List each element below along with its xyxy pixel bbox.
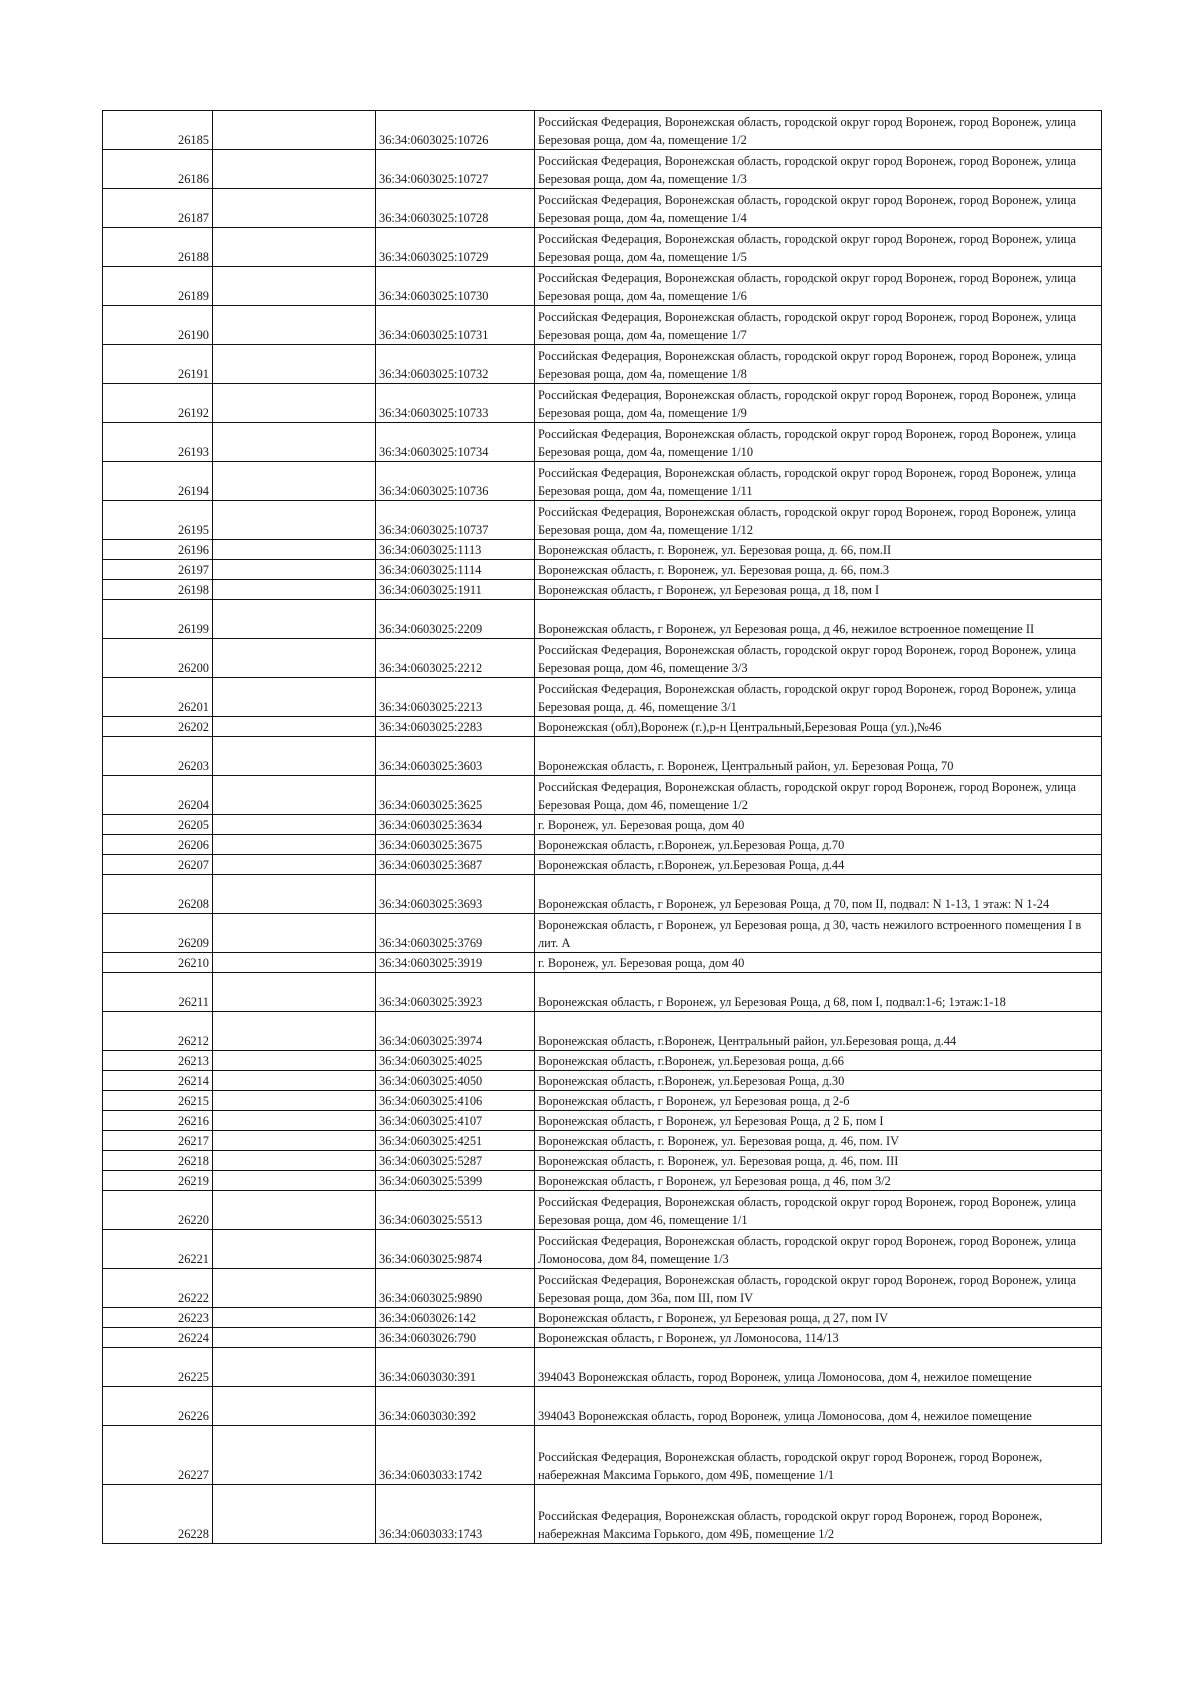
row-number: 26198 <box>103 580 213 600</box>
address: Российская Федерация, Воронежская область, городской округ город Воронеж, город Воронеж, улица Березовая роща, дом 4а, помещение 1/3 <box>535 150 1102 189</box>
row-number: 26221 <box>103 1230 213 1269</box>
table-row <box>103 1348 1102 1387</box>
row-number: 26206 <box>103 835 213 855</box>
address: Российская Федерация, Воронежская область, городской округ город Воронеж, город Воронеж, улица Березовая Роща, дом 46, помещение 1/2 <box>535 776 1102 815</box>
table-row <box>103 1191 1102 1230</box>
table-row <box>103 267 1102 306</box>
cadastral-number: 36:34:0603025:10731 <box>376 306 535 345</box>
table-row <box>103 1151 1102 1171</box>
cadastral-number: 36:34:0603025:10728 <box>376 189 535 228</box>
empty-cell <box>213 189 376 228</box>
table-row <box>103 875 1102 914</box>
row-number: 26211 <box>103 973 213 1012</box>
address: Воронежская область, г Воронеж, ул Березовая роща, д 46, пом 3/2 <box>535 1171 1102 1191</box>
table-row <box>103 1485 1102 1544</box>
table-row <box>103 306 1102 345</box>
row-number: 26222 <box>103 1269 213 1308</box>
empty-cell <box>213 1111 376 1131</box>
cadastral-number: 36:34:0603030:391 <box>376 1348 535 1387</box>
row-number: 26220 <box>103 1191 213 1230</box>
row-number: 26191 <box>103 345 213 384</box>
table-row <box>103 1387 1102 1426</box>
cadastral-number: 36:34:0603025:9874 <box>376 1230 535 1269</box>
address: Российская Федерация, Воронежская область, городской округ город Воронеж, город Воронеж, набережная Максима Горького, дом 49Б, помещение 1/1 <box>535 1426 1102 1485</box>
registry-table <box>102 110 1102 1544</box>
empty-cell <box>213 1348 376 1387</box>
cadastral-number: 36:34:0603025:10730 <box>376 267 535 306</box>
empty-cell <box>213 835 376 855</box>
row-number: 26199 <box>103 600 213 639</box>
row-number: 26225 <box>103 1348 213 1387</box>
row-number: 26189 <box>103 267 213 306</box>
address: Воронежская область, г Воронеж, ул Березовая Роща, д 68, пом I, подвал:1-6; 1этаж:1-18 <box>535 973 1102 1012</box>
empty-cell <box>213 1012 376 1051</box>
table-row <box>103 111 1102 150</box>
table-row <box>103 384 1102 423</box>
empty-cell <box>213 1485 376 1544</box>
address: Российская Федерация, Воронежская область, городской округ город Воронеж, город Воронеж, улица Березовая роща, дом 46, помещение 1/1 <box>535 1191 1102 1230</box>
empty-cell <box>213 953 376 973</box>
empty-cell <box>213 1269 376 1308</box>
registry-table-body <box>103 111 1102 1544</box>
table-row <box>103 150 1102 189</box>
cadastral-number: 36:34:0603025:3625 <box>376 776 535 815</box>
row-number: 26194 <box>103 462 213 501</box>
empty-cell <box>213 1131 376 1151</box>
empty-cell <box>213 639 376 678</box>
cadastral-number: 36:34:0603025:3693 <box>376 875 535 914</box>
table-row <box>103 855 1102 875</box>
address: Воронежская область, г.Воронеж, Центральный район, ул.Березовая роща, д.44 <box>535 1012 1102 1051</box>
cadastral-number: 36:34:0603025:2209 <box>376 600 535 639</box>
row-number: 26209 <box>103 914 213 953</box>
empty-cell <box>213 815 376 835</box>
empty-cell <box>213 501 376 540</box>
address: Российская Федерация, Воронежская область, городской округ город Воронеж, город Воронеж, улица Березовая роща, дом 4а, помещение 1/9 <box>535 384 1102 423</box>
empty-cell <box>213 560 376 580</box>
row-number: 26201 <box>103 678 213 717</box>
empty-cell <box>213 1091 376 1111</box>
table-row <box>103 1171 1102 1191</box>
address: Воронежская область, г Воронеж, ул Березовая Роща, д 70, пом II, подвал: N 1-13, 1 этаж: N 1-24 <box>535 875 1102 914</box>
table-row <box>103 189 1102 228</box>
address: Воронежская область, г. Воронеж, ул. Березовая роща, д. 66, пом.3 <box>535 560 1102 580</box>
cadastral-number: 36:34:0603025:10727 <box>376 150 535 189</box>
table-row <box>103 914 1102 953</box>
row-number: 26224 <box>103 1328 213 1348</box>
row-number: 26195 <box>103 501 213 540</box>
cadastral-number: 36:34:0603025:5287 <box>376 1151 535 1171</box>
row-number: 26226 <box>103 1387 213 1426</box>
row-number: 26200 <box>103 639 213 678</box>
table-row <box>103 678 1102 717</box>
address: г. Воронеж, ул. Березовая роща, дом 40 <box>535 815 1102 835</box>
address: Воронежская область, г Воронеж, ул Березовая роща, д 2-б <box>535 1091 1102 1111</box>
address: Воронежская (обл),Воронеж (г.),р-н Центральный,Березовая Роща (ул.),№46 <box>535 717 1102 737</box>
address: Российская Федерация, Воронежская область, городской округ город Воронеж, город Воронеж, улица Березовая роща, дом 4а, помещение 1/10 <box>535 423 1102 462</box>
row-number: 26217 <box>103 1131 213 1151</box>
row-number: 26218 <box>103 1151 213 1171</box>
address: Российская Федерация, Воронежская область, городской округ город Воронеж, город Воронеж, улица Березовая роща, дом 4а, помещение 1/5 <box>535 228 1102 267</box>
cadastral-number: 36:34:0603025:9890 <box>376 1269 535 1308</box>
row-number: 26207 <box>103 855 213 875</box>
cadastral-number: 36:34:0603025:4107 <box>376 1111 535 1131</box>
table-row <box>103 1012 1102 1051</box>
address: Российская Федерация, Воронежская область, городской округ город Воронеж, город Воронеж, улица Березовая роща, дом 4а, помещение 1/2 <box>535 111 1102 150</box>
empty-cell <box>213 1151 376 1171</box>
cadastral-number: 36:34:0603025:10734 <box>376 423 535 462</box>
table-row <box>103 1091 1102 1111</box>
empty-cell <box>213 1071 376 1091</box>
table-row <box>103 717 1102 737</box>
address: Воронежская область, г.Воронеж, ул.Березовая Роща, д.70 <box>535 835 1102 855</box>
cadastral-number: 36:34:0603025:10736 <box>376 462 535 501</box>
empty-cell <box>213 1387 376 1426</box>
cadastral-number: 36:34:0603025:3603 <box>376 737 535 776</box>
table-row <box>103 973 1102 1012</box>
table-row <box>103 1111 1102 1131</box>
row-number: 26214 <box>103 1071 213 1091</box>
empty-cell <box>213 540 376 560</box>
row-number: 26213 <box>103 1051 213 1071</box>
address: 394043 Воронежская область, город Воронеж, улица Ломоносова, дом 4, нежилое помещение <box>535 1348 1102 1387</box>
row-number: 26186 <box>103 150 213 189</box>
address: Российская Федерация, Воронежская область, городской округ город Воронеж, город Воронеж, улица Березовая роща, дом 4а, помещение 1/6 <box>535 267 1102 306</box>
address: Воронежская область, г Воронеж, ул Березовая роща, д 30, часть нежилого встроенного помещения I в лит. А <box>535 914 1102 953</box>
cadastral-number: 36:34:0603025:3634 <box>376 815 535 835</box>
address: Воронежская область, г Воронеж, ул Ломоносова, 114/13 <box>535 1328 1102 1348</box>
address: Российская Федерация, Воронежская область, городской округ город Воронеж, город Воронеж, улица Березовая роща, дом 4а, помещение 1/8 <box>535 345 1102 384</box>
table-row <box>103 953 1102 973</box>
empty-cell <box>213 384 376 423</box>
cadastral-number: 36:34:0603025:4050 <box>376 1071 535 1091</box>
cadastral-number: 36:34:0603025:5513 <box>376 1191 535 1230</box>
row-number: 26190 <box>103 306 213 345</box>
table-row <box>103 228 1102 267</box>
row-number: 26216 <box>103 1111 213 1131</box>
cadastral-number: 36:34:0603025:3919 <box>376 953 535 973</box>
address: Воронежская область, г Воронеж, ул Березовая роща, д 18, пом I <box>535 580 1102 600</box>
cadastral-number: 36:34:0603025:10737 <box>376 501 535 540</box>
row-number: 26223 <box>103 1308 213 1328</box>
cadastral-number: 36:34:0603025:2283 <box>376 717 535 737</box>
empty-cell <box>213 776 376 815</box>
cadastral-number: 36:34:0603025:1113 <box>376 540 535 560</box>
empty-cell <box>213 580 376 600</box>
table-row <box>103 1308 1102 1328</box>
row-number: 26210 <box>103 953 213 973</box>
row-number: 26192 <box>103 384 213 423</box>
empty-cell <box>213 973 376 1012</box>
empty-cell <box>213 855 376 875</box>
address: Российская Федерация, Воронежская область, городской округ город Воронеж, город Воронеж, улица Березовая роща, дом 4а, помещение 1/7 <box>535 306 1102 345</box>
address: Воронежская область, г Воронеж, ул Березовая роща, д 27, пом IV <box>535 1308 1102 1328</box>
table-row <box>103 580 1102 600</box>
table-row <box>103 600 1102 639</box>
row-number: 26187 <box>103 189 213 228</box>
cadastral-number: 36:34:0603025:1114 <box>376 560 535 580</box>
empty-cell <box>213 875 376 914</box>
cadastral-number: 36:34:0603026:790 <box>376 1328 535 1348</box>
empty-cell <box>213 737 376 776</box>
cadastral-number: 36:34:0603025:1911 <box>376 580 535 600</box>
table-row <box>103 501 1102 540</box>
cadastral-number: 36:34:0603025:10733 <box>376 384 535 423</box>
row-number: 26197 <box>103 560 213 580</box>
row-number: 26208 <box>103 875 213 914</box>
row-number: 26193 <box>103 423 213 462</box>
cadastral-number: 36:34:0603025:10726 <box>376 111 535 150</box>
cadastral-number: 36:34:0603025:3687 <box>376 855 535 875</box>
address: г. Воронеж, ул. Березовая роща, дом 40 <box>535 953 1102 973</box>
cadastral-number: 36:34:0603025:3923 <box>376 973 535 1012</box>
empty-cell <box>213 600 376 639</box>
address: Российская Федерация, Воронежская область, городской округ город Воронеж, город Воронеж, улица Березовая роща, д. 46, помещение 3/1 <box>535 678 1102 717</box>
cadastral-number: 36:34:0603025:2212 <box>376 639 535 678</box>
row-number: 26205 <box>103 815 213 835</box>
row-number: 26185 <box>103 111 213 150</box>
row-number: 26228 <box>103 1485 213 1544</box>
empty-cell <box>213 111 376 150</box>
cadastral-number: 36:34:0603033:1742 <box>376 1426 535 1485</box>
cadastral-number: 36:34:0603025:4025 <box>376 1051 535 1071</box>
row-number: 26219 <box>103 1171 213 1191</box>
address: Воронежская область, г.Воронеж, ул.Березовая роща, д.66 <box>535 1051 1102 1071</box>
table-row <box>103 1131 1102 1151</box>
empty-cell <box>213 267 376 306</box>
row-number: 26227 <box>103 1426 213 1485</box>
empty-cell <box>213 1426 376 1485</box>
empty-cell <box>213 1308 376 1328</box>
address: 394043 Воронежская область, город Воронеж, улица Ломоносова, дом 4, нежилое помещение <box>535 1387 1102 1426</box>
empty-cell <box>213 1191 376 1230</box>
address: Российская Федерация, Воронежская область, городской округ город Воронеж, город Воронеж, улица Ломоносова, дом 84, помещение 1/3 <box>535 1230 1102 1269</box>
address: Воронежская область, г Воронеж, ул Березовая роща, д 46, нежилое встроенное помещение II <box>535 600 1102 639</box>
cadastral-number: 36:34:0603033:1743 <box>376 1485 535 1544</box>
table-row <box>103 1230 1102 1269</box>
table-row <box>103 540 1102 560</box>
cadastral-number: 36:34:0603025:2213 <box>376 678 535 717</box>
row-number: 26188 <box>103 228 213 267</box>
row-number: 26204 <box>103 776 213 815</box>
cadastral-number: 36:34:0603025:3675 <box>376 835 535 855</box>
cadastral-number: 36:34:0603030:392 <box>376 1387 535 1426</box>
table-row <box>103 737 1102 776</box>
cadastral-number: 36:34:0603025:5399 <box>376 1171 535 1191</box>
empty-cell <box>213 717 376 737</box>
table-row <box>103 639 1102 678</box>
cadastral-number: 36:34:0603025:4106 <box>376 1091 535 1111</box>
address: Российская Федерация, Воронежская область, городской округ город Воронеж, город Воронеж, улица Березовая роща, дом 4а, помещение 1/11 <box>535 462 1102 501</box>
address: Российская Федерация, Воронежская область, городской округ город Воронеж, город Воронеж, улица Березовая роща, дом 46, помещение 3/3 <box>535 639 1102 678</box>
table-row <box>103 462 1102 501</box>
row-number: 26202 <box>103 717 213 737</box>
address: Воронежская область, г.Воронеж, ул.Березовая Роща, д.30 <box>535 1071 1102 1091</box>
table-row <box>103 1071 1102 1091</box>
table-row <box>103 1269 1102 1308</box>
empty-cell <box>213 678 376 717</box>
row-number: 26212 <box>103 1012 213 1051</box>
empty-cell <box>213 1230 376 1269</box>
table-row <box>103 815 1102 835</box>
address: Воронежская область, г.Воронеж, ул.Березовая Роща, д.44 <box>535 855 1102 875</box>
cadastral-number: 36:34:0603025:3769 <box>376 914 535 953</box>
empty-cell <box>213 1328 376 1348</box>
address: Воронежская область, г Воронеж, ул Березовая Роща, д 2 Б, пом I <box>535 1111 1102 1131</box>
table-row <box>103 1426 1102 1485</box>
cadastral-number: 36:34:0603026:142 <box>376 1308 535 1328</box>
cadastral-number: 36:34:0603025:10732 <box>376 345 535 384</box>
table-row <box>103 560 1102 580</box>
table-row <box>103 835 1102 855</box>
table-row <box>103 1051 1102 1071</box>
empty-cell <box>213 150 376 189</box>
empty-cell <box>213 228 376 267</box>
table-row <box>103 776 1102 815</box>
table-row <box>103 1328 1102 1348</box>
address: Российская Федерация, Воронежская область, городской округ город Воронеж, город Воронеж, улица Березовая роща, дом 4а, помещение 1/4 <box>535 189 1102 228</box>
cadastral-number: 36:34:0603025:10729 <box>376 228 535 267</box>
address: Российская Федерация, Воронежская область, городской округ город Воронеж, город Воронеж, набережная Максима Горького, дом 49Б, помещение 1/2 <box>535 1485 1102 1544</box>
address: Российская Федерация, Воронежская область, городской округ город Воронеж, город Воронеж, улица Березовая роща, дом 36а, пом III, пом IV <box>535 1269 1102 1308</box>
empty-cell <box>213 462 376 501</box>
address: Воронежская область, г. Воронеж, Центральный район, ул. Березовая Роща, 70 <box>535 737 1102 776</box>
empty-cell <box>213 914 376 953</box>
empty-cell <box>213 306 376 345</box>
row-number: 26203 <box>103 737 213 776</box>
cadastral-number: 36:34:0603025:4251 <box>376 1131 535 1151</box>
empty-cell <box>213 423 376 462</box>
empty-cell <box>213 1171 376 1191</box>
table-row <box>103 345 1102 384</box>
address: Воронежская область, г. Воронеж, ул. Березовая роща, д. 66, пом.II <box>535 540 1102 560</box>
table-row <box>103 423 1102 462</box>
address: Воронежская область, г. Воронеж, ул. Березовая роща, д. 46, пом. III <box>535 1151 1102 1171</box>
address: Российская Федерация, Воронежская область, городской округ город Воронеж, город Воронеж, улица Березовая роща, дом 4а, помещение 1/12 <box>535 501 1102 540</box>
address: Воронежская область, г. Воронеж, ул. Березовая роща, д. 46, пом. IV <box>535 1131 1102 1151</box>
row-number: 26196 <box>103 540 213 560</box>
cadastral-number: 36:34:0603025:3974 <box>376 1012 535 1051</box>
empty-cell <box>213 1051 376 1071</box>
empty-cell <box>213 345 376 384</box>
row-number: 26215 <box>103 1091 213 1111</box>
